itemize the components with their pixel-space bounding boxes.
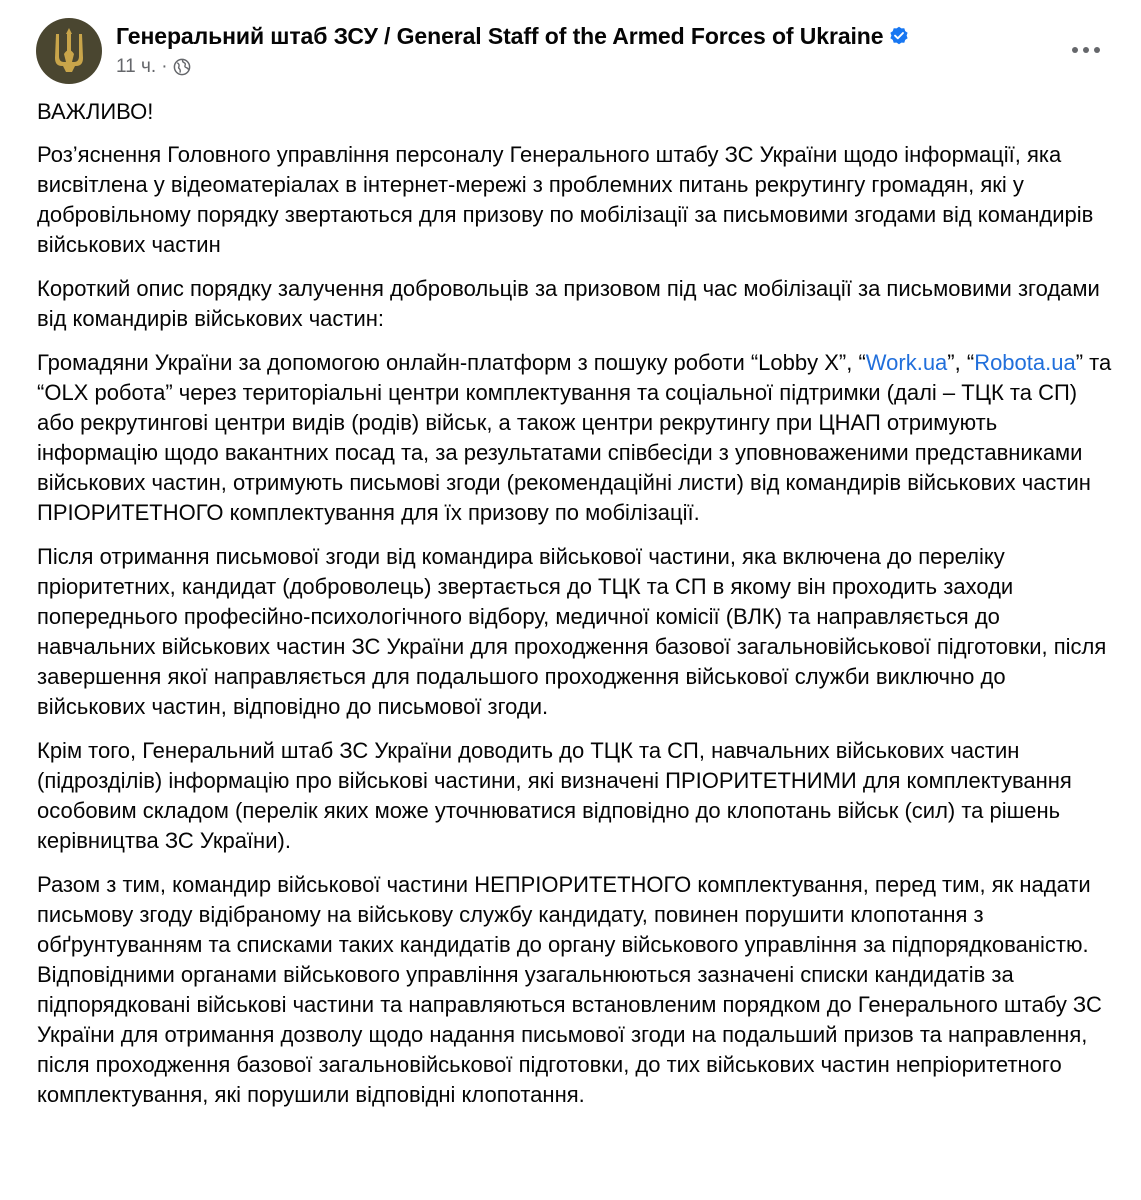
post-paragraph-5: Крім того, Генеральний штаб ЗС України доводить до ТЦК та СП, навчальних військових частин (підрозділів) інформацію про військові частини, які визначені ПРІОРИТЕТНИМИ для комплектування особовим складом (перелік яких може уточнюватися відповідно до клопотань військ (сил) та рішень керівництва ЗС України). [37,738,1072,853]
more-options-icon [1071,46,1101,54]
page-name[interactable] [116,23,909,50]
post-header [36,18,1106,88]
post-paragraph-1: Роз’яснення Головного управління персоналу Генерального штабу ЗС України щодо інформації, яка висвітлена у відеоматеріалах в інтернет-мережі з проблемних питань рекрутингу громадян, які у добровільному порядку звертаються для призову по мобілізації за письмовими згодами від командирів військових частин [37,142,1094,257]
meta-separator: · [161,56,168,77]
post-paragraph-2: Короткий опис порядку залучення добровольців за призовом під час мобілізації за письмовими згодами від командирів військових частин: [37,276,1100,331]
paragraph-3-text-1: Громадяни України за допомогою онлайн-платформ з пошуку роботи “Lobby X”, “ [37,350,866,375]
post-heading: ВАЖЛИВО! [37,99,154,124]
page-avatar[interactable] [36,18,102,84]
post-timestamp[interactable]: 11 ч. [116,56,157,77]
post-content [37,97,1112,1124]
work-ua-link[interactable]: Work.ua [865,350,948,375]
verified-badge-icon [889,26,909,46]
trident-icon [36,18,102,84]
more-options-button[interactable] [1066,34,1106,66]
robota-ua-link[interactable]: Robota.ua [974,350,1076,375]
page-name-text[interactable]: Генеральний штаб ЗСУ / General Staff of the Armed Forces of Ukraine [116,23,884,49]
post-meta [116,56,191,78]
paragraph-3-text-2: ”, “ [947,350,975,375]
paragraph-3-text-3: ” та “OLX робота” через територіальні центри комплектування та соціальної підтримки (далі – ТЦК та СП) або рекрутингові центри видів (родів) військ, а також центри рекрутингу при ЦНАП отримують інформацію щодо вакантних посад та, за результатами співбесіди з уповноваженими представниками військових частин, отримують письмові згоди (рекомендаційні листи) від командирів військових частин ПРІОРИТЕТНОГО комплектування для їх призову по мобілізації. [37,350,1112,525]
globe-icon[interactable] [173,58,191,76]
post-paragraph-3 [37,348,1112,528]
post-paragraph-6: Разом з тим, командир військової частини НЕПРІОРИТЕТНОГО комплектування, перед тим, як надати письмову згоду відібраному на військову службу кандидату, повинен порушити клопотання з обґрунтуванням та списками таких кандидатів до органу військового управління за підпорядкованістю. Відповідними органами військового управління узагальнюються зазначені списки кандидатів за підпорядковані військові частини та направляються встановленим порядком до Генерального штабу ЗС України для отримання дозволу щодо надання письмової згоди на подальший призов та направлення, після проходження базової загальновійськової підготовки, до тих військових частин непріоритетного комплектування, які порушили відповідні клопотання. [37,872,1102,1107]
post-paragraph-4: Після отримання письмової згоди від командира військової частини, яка включена до переліку пріоритетних, кандидат (доброволець) звертається до ТЦК та СП в якому він проходить заходи попереднього професійно-психологічного відбору, медичної комісії (ВЛК) та направляється до навчальних військових частин ЗС України для проходження базової загальновійськової підготовки, після завершення якої направляється для подальшого проходження військової служби виключно до військових частин, відповідно до письмової згоди. [37,544,1107,719]
